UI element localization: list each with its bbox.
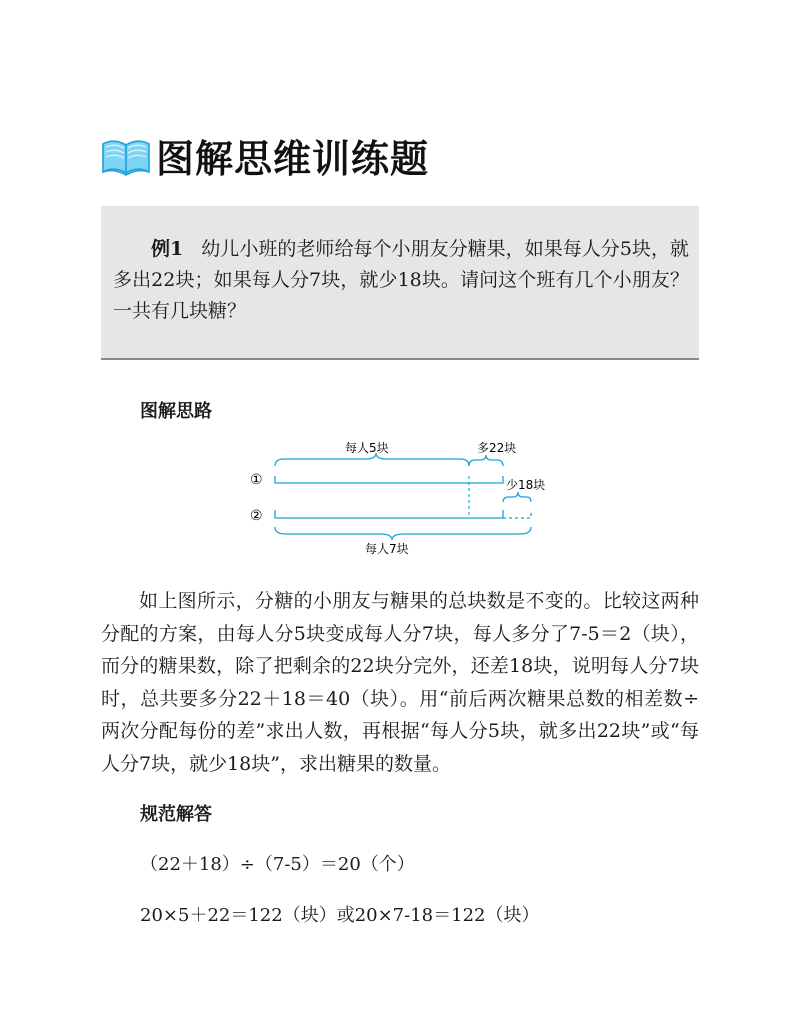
- explanation-paragraph: 如上图所示，分糖的小朋友与糖果的总块数是不变的。比较这两种分配的方案，由每人分5块变成每人分7块，每人多分了7-5＝2（块），而分的糖果数，除了把剩余的22块分完外，还差18块，说明每人分7块时，总共要多分22＋18＝40（块）。用“前后两次糖果总数的相差数÷两次分配每份的差”求出人数，再根据“每人分5块，就多出22块”或“每人分7块，就少18块”，求出糖果的数量。: [101, 590, 699, 775]
- brace-bottom: [275, 527, 531, 540]
- bar-diagram: [240, 432, 560, 562]
- row1-marker: ①: [250, 472, 263, 488]
- row2-marker: ②: [250, 508, 263, 524]
- label-top: 每人5块: [345, 441, 389, 455]
- example-label: 例1: [151, 238, 184, 260]
- brace-extra: [469, 455, 503, 466]
- label-bottom: 每人7块: [365, 542, 409, 556]
- label-short: 少18块: [506, 478, 546, 492]
- page-title: 图解思维训练题: [156, 137, 430, 181]
- answer-line-2: 20×5＋22＝122（块）或20×7-18＝122（块）: [140, 905, 540, 926]
- row2-dashed: [503, 510, 531, 518]
- brace-short: [503, 492, 531, 502]
- section-heading-answer: 规范解答: [140, 804, 212, 825]
- page-title-row: [100, 128, 429, 183]
- section-heading-diagram: 图解思路: [140, 401, 212, 422]
- example-text: 幼儿小班的老师给每个小朋友分糖果，如果每人分5块，就多出22块；如果每人分7块，就少18块。请问这个班有几个小朋友？一共有几块糖？: [113, 238, 689, 322]
- answer-line-1: （22＋18）÷（7-5）＝20（个）: [140, 854, 415, 875]
- open-book-icon: [100, 134, 152, 178]
- example-box: [101, 206, 699, 360]
- label-extra: 多22块: [477, 441, 517, 455]
